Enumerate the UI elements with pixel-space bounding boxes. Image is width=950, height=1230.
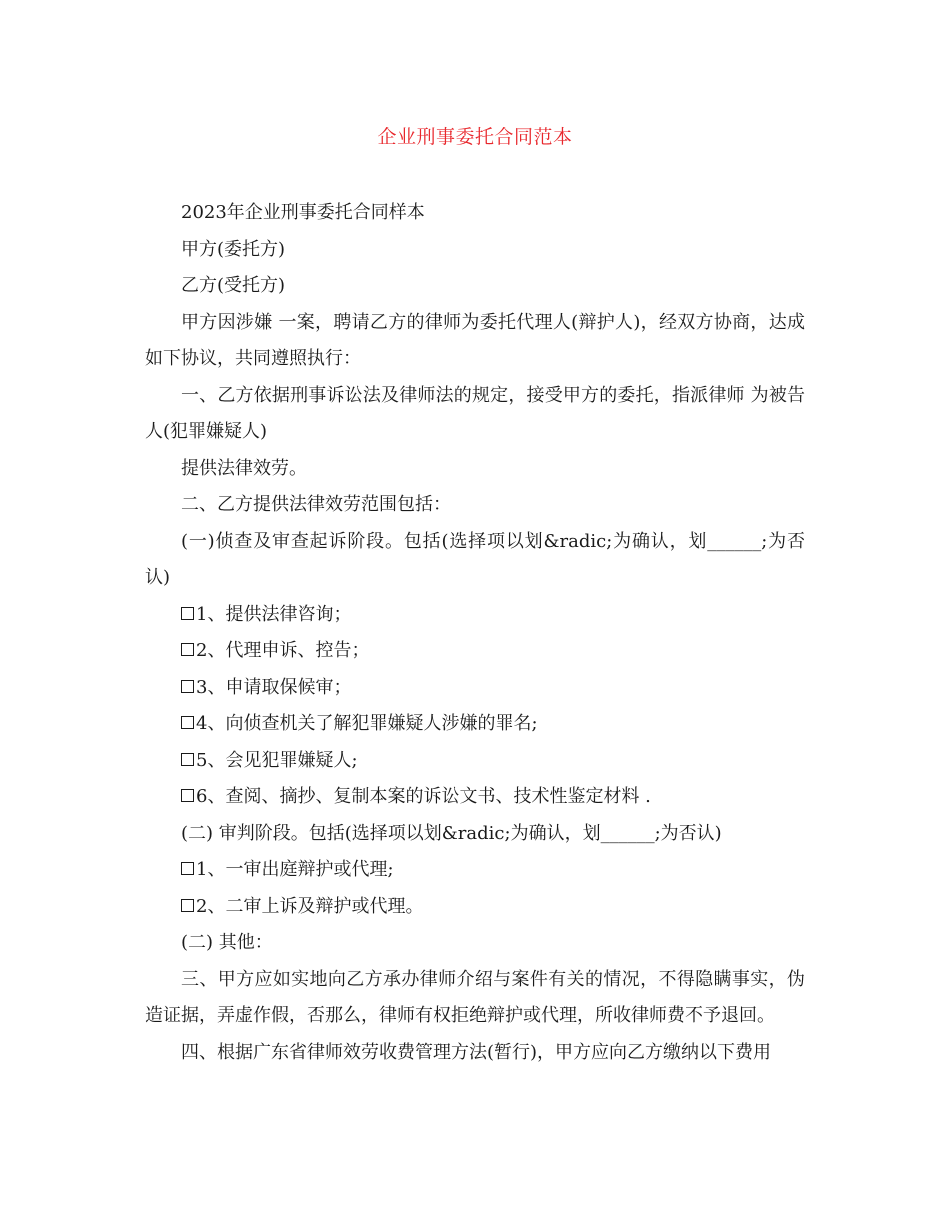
- checklist-item: 4、向侦查机关了解犯罪嫌疑人涉嫌的罪名;: [145, 706, 805, 743]
- checkbox-icon: [181, 789, 194, 802]
- checklist-item: 1、提供法律咨询；: [145, 597, 805, 634]
- checklist-item: 3、申请取保候审；: [145, 670, 805, 707]
- checklist-item: 1、一审出庭辩护或代理;: [145, 852, 805, 889]
- stage-one-heading: (一)侦查及审查起诉阶段。包括(选择项以划&radic;为确认，划______;为否认): [145, 530, 805, 588]
- other-heading: (二) 其他：: [181, 932, 273, 953]
- checkbox-icon: [181, 899, 194, 912]
- stage-two-heading: (二) 审判阶段。包括(选择项以划&radic;为确认，划______;为否认): [181, 822, 722, 844]
- checkbox-icon: [181, 753, 194, 766]
- clause-three: 三、甲方应如实地向乙方承办律师介绍与案件有关的情况，不得隐瞒事实，伪造证据，弄虚作假，否那么，律师有权拒绝辩护或代理，所收律师费不予退回。: [145, 968, 805, 1026]
- paragraph-year-sample: 2023年企业刑事委托合同样本: [181, 202, 425, 223]
- document-body: [145, 195, 805, 1071]
- checkbox-icon: [181, 607, 194, 620]
- checkbox-icon: [181, 862, 194, 875]
- checklist-item: 2、二审上诉及辩护或代理。: [145, 889, 805, 926]
- paragraph-party-a: 甲方(委托方): [181, 238, 286, 260]
- checkbox-icon: [181, 643, 194, 656]
- checklist-item: 6、查阅、摘抄、复制本案的诉讼文书、技术性鉴定材料 .: [145, 779, 805, 816]
- clause-one-continued: 提供法律效劳。: [181, 457, 307, 479]
- checkbox-icon: [181, 716, 194, 729]
- checklist-item: 5、会见犯罪嫌疑人;: [145, 743, 805, 780]
- document-title: 企业刑事委托合同范本: [377, 126, 573, 148]
- paragraph-party-b: 乙方(受托方): [181, 275, 286, 296]
- clause-four: 四、根据广东省律师效劳收费管理方法(暂行)，甲方应向乙方缴纳以下费用: [181, 1041, 772, 1063]
- clause-two: 二、乙方提供法律效劳范围包括：: [181, 494, 451, 515]
- paragraph-engagement: 甲方因涉嫌 一案，聘请乙方的律师为委托代理人(辩护人)，经双方协商，达成如下协议，共同遵照执行：: [145, 311, 805, 369]
- checkbox-icon: [181, 680, 194, 693]
- clause-one: 一、乙方依据刑事诉讼法及律师法的规定，接受甲方的委托，指派律师 为被告人(犯罪嫌疑人): [145, 384, 805, 442]
- checklist-item: 2、代理申诉、控告；: [145, 633, 805, 670]
